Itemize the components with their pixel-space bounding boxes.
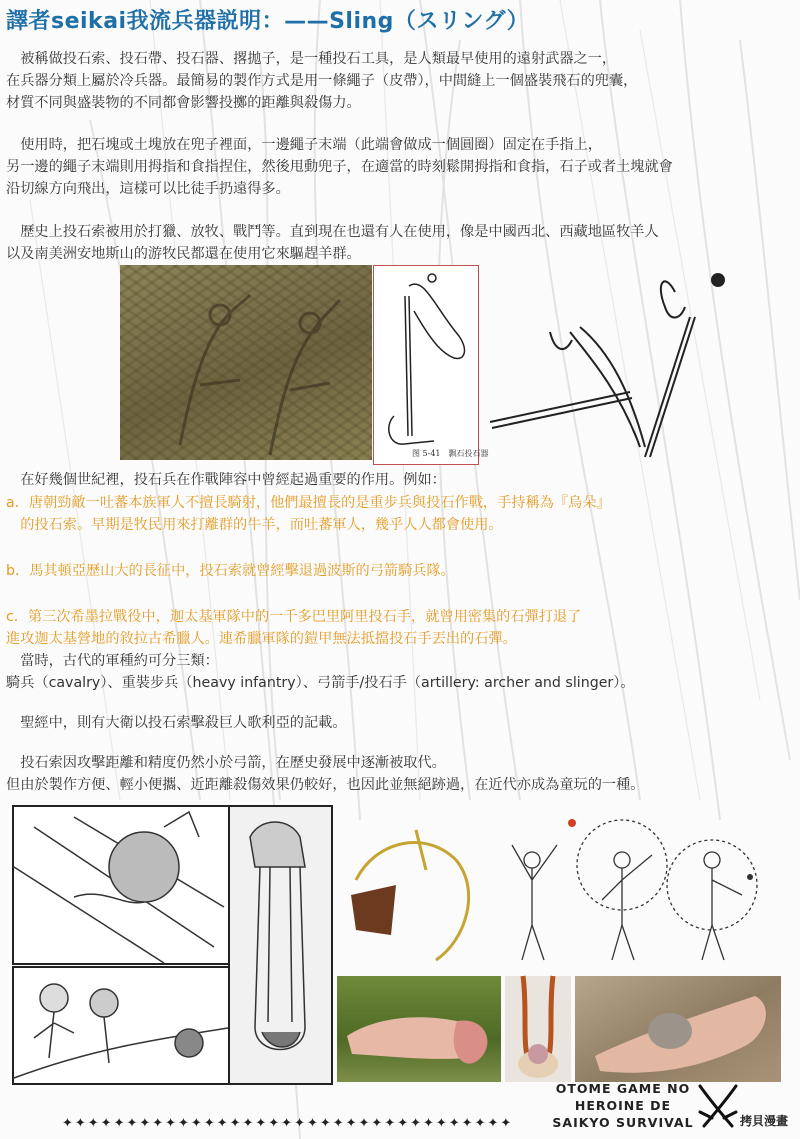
braided-sling-photo (336, 820, 486, 970)
intro-paragraph-definition: 被稱做投石索、投石帶、投石器、撂拋子，是一種投石工具，是人類最早使用的遠射武器之一， 在兵器分類上屬於冷兵器。最簡易的製作方式是用一條繩子（皮帶），中間縫上一個盛裝飛石的兜囊， 材質不同與盛裝物的不同都會影響投擲的距離與殺傷力。 (6, 51, 638, 111)
bible-note: 聖經中，則有大衛以投石索擊殺巨人歌利亞的記載。 (6, 715, 347, 731)
history-item-b: b．馬其頓亞歷山大的長征中，投石索就曾經擊退過波斯的弓箭騎兵隊。 (6, 563, 455, 579)
history-lead: 在好幾個世紀裡，投石兵在作戰陣容中曾經起過重要的作用。例如： (6, 472, 446, 488)
sling-diagram-figure (373, 265, 489, 465)
diagram-caption: 图 5-41 飘石投石器 (412, 449, 489, 458)
manga-panel-sling-hand (228, 805, 333, 1085)
staff-sling-drawing (480, 262, 740, 462)
series-title: OTOME GAME NO HEROINE DE SAIKYO SURVIVAL (552, 1081, 694, 1130)
intro-paragraph-history: 歷史上投石索被用於打獵、放牧、戰鬥等。直到現在也還有人在使用，像是中國西北、西藏地區牧羊人 以及南美洲安地斯山的游牧民都還在使用它來驅趕羊群。 (6, 224, 659, 262)
assyrian-relief-image (120, 265, 372, 460)
manga-panel-knight (12, 805, 230, 965)
braided-rope-photo (505, 976, 571, 1082)
army-types-lead: 當時，古代的軍種約可分三類： (6, 653, 219, 669)
manga-panel-battle (12, 966, 230, 1085)
star-divider: ✦✦✦✦✦✦✦✦✦✦✦✦✦✦✦✦✦✦✦✦✦✦✦✦✦✦✦✦✦✦✦✦✦✦✦ (62, 1116, 514, 1131)
hand-holding-sling-photo (337, 976, 501, 1082)
intro-paragraph-usage: 使用時，把石塊或土塊放在兜子裡面，一邊繩子末端（此端會做成一個圓圈）固定在手指上， 另一邊的繩子末端則用拇指和食指捏住，然後甩動兜子，在適當的時刻鬆開拇指和食指，石子或者土塊就會 沿切線方向飛出，這樣可以比徒手扔遠得多。 (6, 137, 673, 197)
history-item-c: c．第三次希墨拉戰役中，迦太基軍隊中的一千多巴里阿里投石手，就曾用密集的石彈打退了 進攻迦太基營地的敘拉古希臘人。連希臘軍隊的鎧甲無法抵擋投石手丟出的石彈。 (6, 609, 582, 647)
page-title: 譯者seikai我流兵器説明：——Sling（スリング） (6, 9, 530, 34)
crossed-swords-icon (696, 1082, 740, 1132)
history-item-a: a．唐朝勁敵一吐蕃本族軍人不擅長騎射，他們最擅長的是重步兵與投石作戰，手持稱為『烏朵』 的投石索。早期是牧民用來打離群的牛羊，而吐蕃軍人，幾乎人人都會使用。 (6, 495, 611, 533)
watermark: 拷貝漫畫 (740, 1114, 789, 1128)
slinger-figures-drawing (492, 815, 792, 965)
hand-holding-stone-photo (575, 976, 781, 1082)
decline-paragraph: 投石索因攻擊距離和精度仍然小於弓箭，在歷史發展中逐漸被取代。 但由於製作方便、輕小便攜、近距離殺傷效果仍較好，也因此並無絕跡過，在近代亦成為童玩的一種。 (6, 755, 645, 793)
army-types-list: 騎兵（cavalry）、重裝步兵（heavy infantry）、弓箭手/投石手（artillery: archer and slinger）。 (6, 675, 635, 691)
